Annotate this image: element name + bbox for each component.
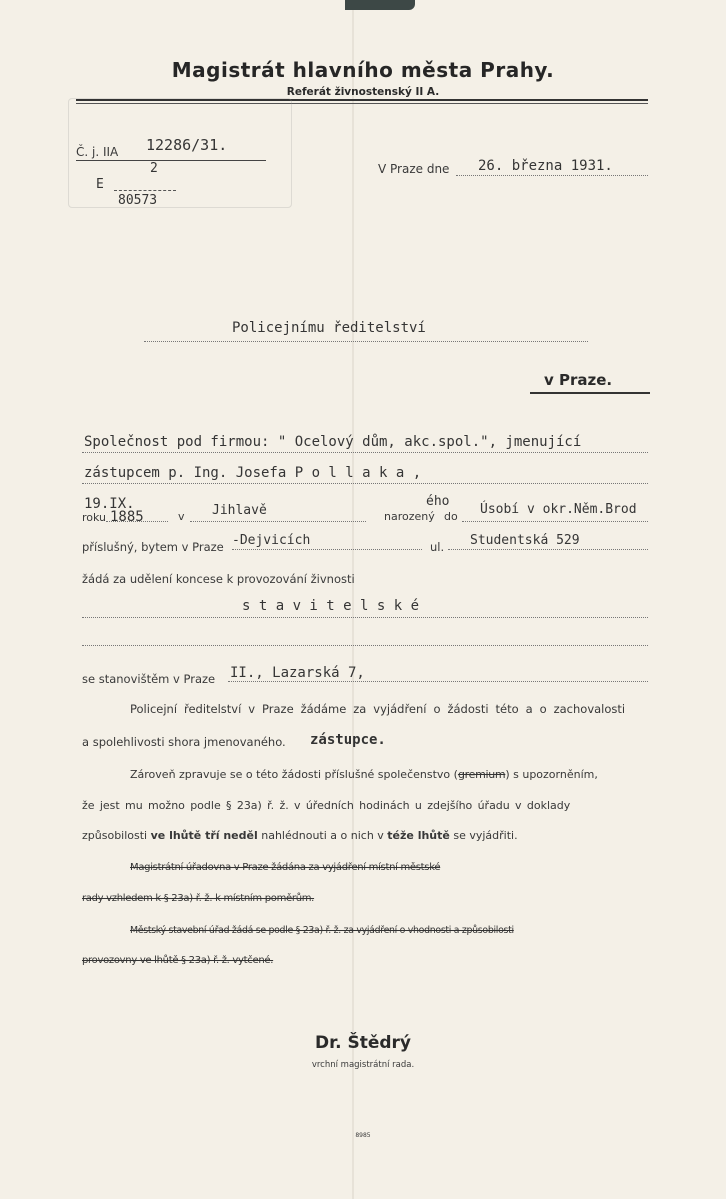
birth-year-line — [106, 521, 168, 522]
letterhead-subtitle: Referát živnostenský II A. — [286, 86, 440, 98]
paragraph-2-text-a: Zároveň zpravuje se o této žádosti příslušné společenstvo ( — [130, 768, 458, 781]
reference-e-divider — [114, 190, 176, 191]
blank-line — [82, 645, 648, 646]
paragraph-2-bold-2: téže lhůtě — [387, 829, 450, 842]
trade-line — [82, 617, 648, 618]
reference-e-bottom: 80573 — [118, 193, 158, 208]
location: II., Lazarská 7, — [230, 665, 365, 681]
location-line — [228, 681, 648, 682]
applicant-line-1-rule — [82, 452, 648, 453]
born-suffix: ého — [426, 494, 450, 509]
paragraph-2-struck: gremium — [457, 768, 506, 781]
addressee-name: Policejnímu ředitelství — [232, 320, 426, 336]
applicant-line-2-rule — [82, 483, 648, 484]
district: Úsobí v okr.Něm.Brod — [480, 502, 637, 517]
paragraph-2-text-d: nahlédnouti a o nich v — [261, 829, 384, 842]
reference-number: 12286/31. — [146, 136, 228, 154]
born-label: narozený — [384, 510, 435, 523]
print-code: 8985 — [355, 1132, 371, 1139]
street: Studentská 529 — [470, 533, 580, 548]
date-prefix: V Praze dne — [378, 162, 450, 176]
paragraph-1-line-1: Policejní ředitelství v Praze žádáme za vyjádření o žádosti této a o zachovalosti — [130, 702, 626, 716]
paragraph-2-line-1 — [130, 768, 598, 781]
paragraph-2-bold-1: ve lhůtě tří neděl — [150, 829, 258, 842]
paragraph-2-text-b: ) s upozorněním, — [505, 768, 598, 781]
paragraph-2-line-3 — [82, 829, 518, 842]
location-label: se stanovištěm v Praze — [82, 672, 216, 686]
addressee-city-rule — [530, 392, 650, 394]
date-line — [456, 175, 648, 176]
year-label: roku — [82, 511, 107, 524]
birth-year: 1885 — [110, 509, 144, 525]
trade-name: s t a v i t e l s k é — [242, 598, 420, 614]
street-line — [448, 549, 648, 550]
signature-title: vrchní magistrátní rada. — [311, 1060, 415, 1070]
birth-place-label: v — [178, 510, 185, 523]
do-label: do — [444, 510, 458, 523]
letterhead-title: Magistrát hlavního města Prahy. — [171, 58, 555, 82]
paragraph-2-text-c: způsobilosti — [82, 829, 148, 842]
addressee-city: v Praze. — [544, 371, 613, 389]
struck-paragraph-2-line-2: provozovny ve lhůtě § 23a) ř. ž. vytčené. — [82, 955, 274, 966]
paragraph-1-insert: zástupce. — [310, 732, 386, 748]
paragraph-1-line-2: a spolehlivosti shora jmenovaného. — [82, 735, 286, 749]
residence-line — [232, 549, 422, 550]
reference-e-label: E — [96, 177, 104, 192]
paragraph-2-text-e: se vyjádřiti. — [453, 829, 518, 842]
paragraph-2-line-2: že jest mu možno podle § 23a) ř. ž. v úředních hodinách u zdejšího úřadu v doklady — [82, 799, 571, 812]
struck-paragraph-2-line-1: Městský stavební úřad žádá se podle § 23a) ř. ž. za vyjádření o vhodnosti a způsobilosti — [130, 925, 514, 936]
residence-label: příslušný, bytem v Praze — [82, 540, 224, 554]
reference-e-top: 2 — [150, 161, 158, 176]
district-line — [462, 521, 648, 522]
addressee-line — [144, 341, 588, 342]
reference-underline — [76, 160, 266, 161]
birth-place: Jihlavě — [212, 503, 267, 518]
request-text: žádá za udělení koncese k provozování živnosti — [82, 572, 355, 586]
struck-paragraph-1-line-2: rady vzhledem k § 23a) ř. ž. k místním poměrům. — [82, 893, 315, 904]
signature-name: Dr. Štědrý — [315, 1033, 411, 1053]
residence: -Dejvicích — [232, 533, 311, 548]
applicant-line-2: zástupcem p. Ing. Josefa P o l l a k a , — [84, 465, 422, 481]
applicant-line-1: Společnost pod firmou: " Ocelový dům, akc.spol.", jmenující — [84, 434, 582, 450]
date-value: 26. března 1931. — [478, 158, 613, 174]
reference-label: Č. j. IIA — [76, 145, 119, 159]
struck-paragraph-1-line-1: Magistrátní úřadovna v Praze žádána za vyjádření místní městské — [130, 862, 441, 873]
birth-place-line — [190, 521, 366, 522]
binding-mark — [345, 0, 415, 10]
birth-day: 19.IX. — [84, 496, 135, 512]
street-label: ul. — [430, 540, 445, 554]
